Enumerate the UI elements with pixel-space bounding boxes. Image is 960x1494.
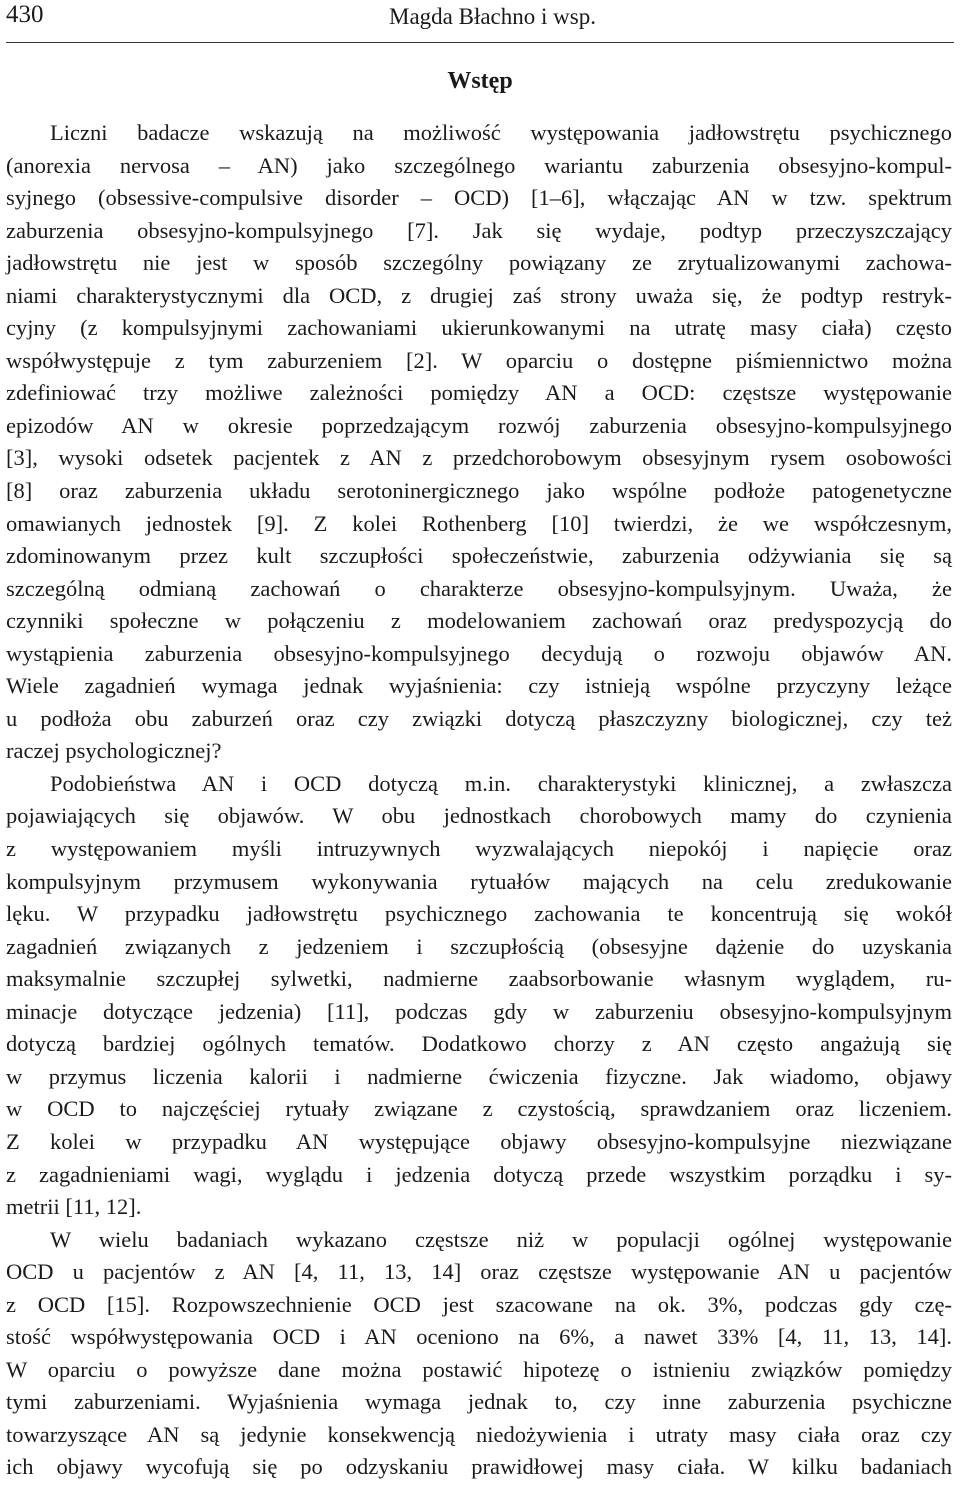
text-line: czynniki społeczne w połączeniu z modelowaniem zachowań oraz predyspozycją do bbox=[6, 608, 952, 634]
text-line: tymi zaburzeniami. Wyjaśnienia wymaga jednak to, czy inne zaburzenia psychiczne bbox=[6, 1389, 952, 1415]
running-head-authors: Magda Błachno i wsp. bbox=[389, 4, 596, 29]
text-line: jadłowstrętu nie jest w sposób szczególny powiązany ze zrytualizowanymi zachowa- bbox=[6, 250, 952, 276]
article-body bbox=[6, 117, 952, 1484]
text-line: omawianych jednostek [9]. Z kolei Rothenberg [10] twierdzi, że we współczesnym, bbox=[6, 510, 952, 536]
text-line: z zagadnieniami wagi, wyglądu i jedzenia dotyczą przede wszystkim porządku i sy- bbox=[6, 1161, 952, 1187]
text-line: Z kolei w przypadku AN występujące objawy obsesyjno-kompulsyjne niezwiązane bbox=[6, 1128, 952, 1154]
text-line: zdefiniować trzy możliwe zależności pomiędzy AN a OCD: częstsze występowanie bbox=[6, 380, 952, 406]
text-line: maksymalnie szczupłej sylwetki, nadmierne zaabsorbowanie własnym wyglądem, ru- bbox=[6, 966, 952, 992]
text-line: epizodów AN w okresie poprzedzającym rozwój zaburzenia obsesyjno-kompulsyjnego bbox=[6, 412, 952, 438]
paragraph-2 bbox=[6, 768, 952, 1224]
text-line: OCD u pacjentów z AN [4, 11, 13, 14] oraz częstsze występowanie AN u pacjentów bbox=[6, 1259, 952, 1285]
text-line: z występowaniem myśli intruzywnych wyzwalających niepokój i napięcie oraz bbox=[6, 836, 952, 862]
text-line: zaburzenia obsesyjno-kompulsyjnego [7]. Jak się wydaje, podtyp przeczyszczający bbox=[6, 217, 952, 243]
paragraph-1 bbox=[6, 117, 952, 768]
text-line: metrii [11, 12]. bbox=[6, 1194, 142, 1220]
text-line: syjnego (obsessive-compulsive disorder – OCD) [1–6], włączając AN w tzw. spektrum bbox=[6, 185, 952, 211]
text-line: cyjny (z kompulsyjnymi zachowaniami ukierunkowanymi na utratę masy ciała) często bbox=[6, 315, 952, 341]
text-line: lęku. W przypadku jadłowstrętu psychicznego zachowania te koncentrują się wokół bbox=[6, 901, 952, 927]
text-line: w przymus liczenia kalorii i nadmierne ćwiczenia fizyczne. Jak wiadomo, objawy bbox=[6, 1063, 952, 1089]
text-line: W wielu badaniach wykazano częstsze niż w populacji ogólnej występowanie bbox=[50, 1226, 952, 1252]
text-line: Liczni badacze wskazują na możliwość występowania jadłowstrętu psychicznego bbox=[50, 120, 952, 145]
text-line: wystąpienia zaburzenia obsesyjno-kompulsyjnego decydują o rozwoju objawów AN. bbox=[6, 640, 952, 666]
text-line: szczególną odmianą zachowań o charakterze obsesyjno-kompulsyjnym. Uważa, że bbox=[6, 575, 952, 601]
text-line: raczej psychologicznej? bbox=[6, 738, 222, 764]
text-line: zdominowanym przez kult szczupłości społeczeństwie, zaburzenia odżywiania się są bbox=[6, 543, 952, 569]
text-line: kompulsyjnym przymusem wykonywania rytuałów mających na celu zredukowanie bbox=[6, 868, 952, 894]
text-line: (anorexia nervosa – AN) jako szczególnego wariantu zaburzenia obsesyjno-kompul- bbox=[6, 152, 952, 178]
text-line: pojawiających się objawów. W obu jednostkach chorobowych mamy do czynienia bbox=[6, 803, 952, 829]
section-title: Wstęp bbox=[447, 68, 513, 94]
text-line: stość współwystępowania OCD i AN oceniono na 6%, a nawet 33% [4, 11, 13, 14]. bbox=[6, 1324, 952, 1350]
text-line: minacje dotyczące jedzenia) [11], podczas gdy w zaburzeniu obsesyjno-kompulsyjnym bbox=[6, 998, 952, 1024]
text-line: Wiele zagadnień wymaga jednak wyjaśnienia: czy istnieją wspólne przyczyny leżące bbox=[6, 673, 952, 699]
text-line: współwystępuje z tym zaburzeniem [2]. W oparciu o dostępne piśmiennictwo można bbox=[6, 347, 952, 373]
text-line: niami charakterystycznymi dla OCD, z drugiej zaś strony uważa się, że podtyp restryk- bbox=[6, 282, 952, 308]
text-line: zagadnień związanych z jedzeniem i szczupłością (obsesyjne dążenie do uzyskania bbox=[6, 933, 952, 959]
page-number: 430 bbox=[6, 1, 44, 28]
text-line: z OCD [15]. Rozpowszechnienie OCD jest szacowane na ok. 3%, podczas gdy czę- bbox=[6, 1291, 952, 1317]
running-header bbox=[6, 0, 954, 43]
text-line: W oparciu o powyższe dane można postawić hipotezę o istnieniu związków pomiędzy bbox=[6, 1356, 952, 1382]
text-line: dotyczą bardziej ogólnych tematów. Dodatkowo chorzy z AN często angażują się bbox=[6, 1031, 952, 1057]
text-line: w OCD to najczęściej rytuały związane z czystością, sprawdzaniem oraz liczeniem. bbox=[6, 1096, 952, 1122]
paragraph-3 bbox=[6, 1224, 952, 1484]
text-line: [3], wysoki odsetek pacjentek z AN z przedchorobowym obsesyjnym rysem osobowości bbox=[6, 445, 952, 471]
text-line: u podłoża obu zaburzeń oraz czy związki dotyczą płaszczyzny biologicznej, czy też bbox=[6, 705, 952, 731]
text-line: ich objawy wycofują się po odzyskaniu prawidłowej masy ciała. W kilku badaniach bbox=[6, 1454, 952, 1480]
text-line: Podobieństwa AN i OCD dotyczą m.in. charakterystyki klinicznej, a zwłaszcza bbox=[50, 770, 952, 796]
text-line: towarzyszące AN są jedynie konsekwencją niedożywienia i utraty masy ciała oraz czy bbox=[6, 1421, 952, 1447]
text-line: [8] oraz zaburzenia układu serotoninergicznego jako wspólne podłoże patogenetyczne bbox=[6, 478, 952, 504]
